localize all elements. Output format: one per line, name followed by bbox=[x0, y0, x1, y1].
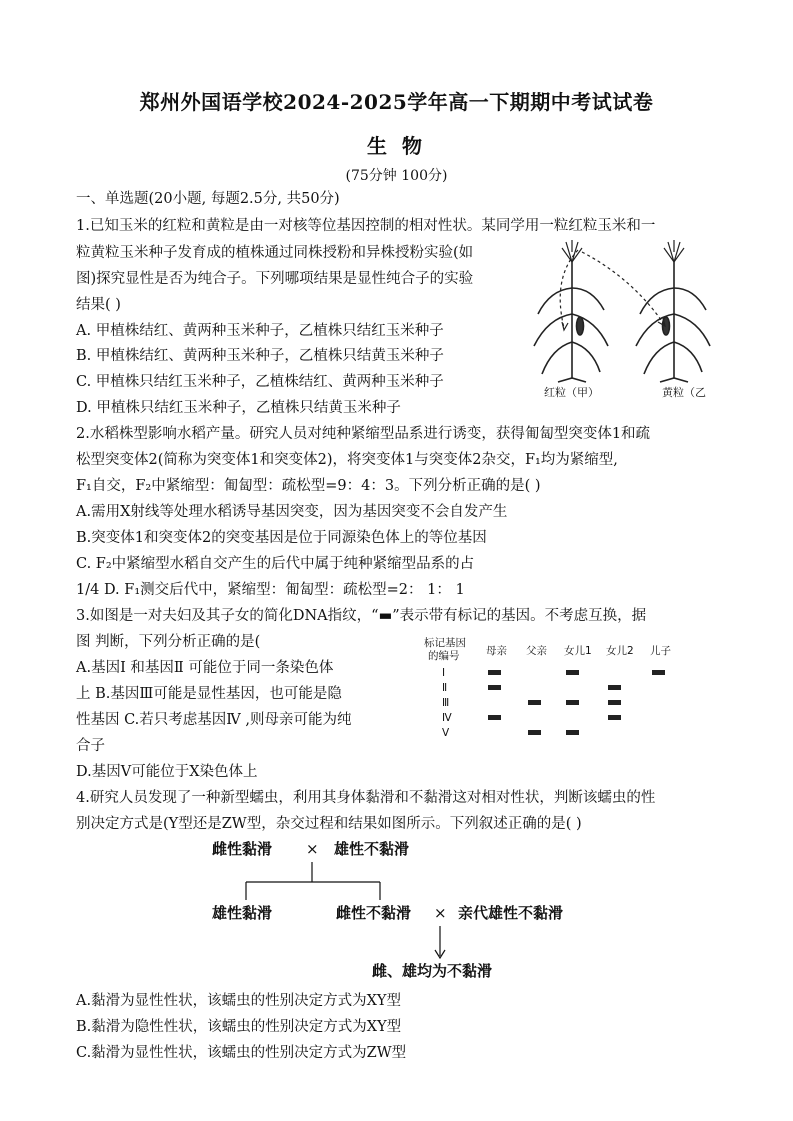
q3-option-d: D.基因V可能位于X染色体上 bbox=[76, 764, 258, 780]
q1-option-d: D. 甲植株只结红玉米种子，乙植株只结黄玉米种子 bbox=[76, 400, 401, 416]
corn-plants-figure bbox=[522, 238, 718, 400]
parent-female: 雌性黏滑 bbox=[212, 840, 273, 858]
cross-symbol-2: × bbox=[434, 904, 447, 922]
table-row-header: Ⅲ bbox=[442, 697, 450, 709]
figure-label-right: 黄粒（乙 bbox=[662, 386, 706, 399]
q2-option-cd: 1/4 D. F₁测交后代中，紧缩型：匍匐型：疏松型=2： 1： 1 bbox=[76, 582, 465, 598]
dna-fingerprint-table bbox=[416, 634, 706, 746]
plant-left-icon bbox=[534, 240, 608, 382]
q3-stem-line1: 3.如图是一对夫妇及其子女的简化DNA指纹，“▬”表示带有标记的基因。不考虑互换，据 bbox=[76, 608, 647, 624]
q4-stem-line2: 别决定方式是(Y型还是ZW型，杂交过程和结果如图所示。下列叙述正确的是( ) bbox=[76, 816, 582, 832]
figure-label-left: 红粒（甲） bbox=[544, 386, 599, 399]
cross-pollination-arrow bbox=[582, 252, 664, 324]
table-column-header: 儿子 bbox=[650, 645, 671, 657]
q1-stem-line4: 结果( ) bbox=[76, 297, 121, 313]
offspring-male: 雄性黏滑 bbox=[212, 904, 273, 922]
q1-option-a: A. 甲植株结红、黄两种玉米种子，乙植株只结红玉米种子 bbox=[76, 323, 444, 339]
q4-stem-line1: 4.研究人员发现了一种新型蠕虫，利用其身体黏滑和不黏滑这对相对性状，判断该蠕虫的性 bbox=[76, 790, 656, 806]
q4-option-a: A.黏滑为显性性状，该蠕虫的性别决定方式为XY型 bbox=[76, 993, 401, 1009]
dna-band bbox=[608, 715, 621, 720]
backcross-parent: 亲代雄性不黏滑 bbox=[458, 904, 564, 922]
q3-option-a-line: A.基因Ⅰ 和基因Ⅱ 可能位于同一条染色体 bbox=[76, 660, 334, 676]
q4-option-b: B.黏滑为隐性性状，该蠕虫的性别决定方式为XY型 bbox=[76, 1019, 402, 1035]
table-row-header: Ⅱ bbox=[442, 682, 448, 694]
cross-diagram bbox=[200, 834, 620, 984]
q2-option-a: A.需用X射线等处理水稻诱导基因突变，因为基因突变不会自发产生 bbox=[76, 504, 508, 520]
q2-option-c: C. F₂中紧缩型水稻自交产生的后代中属于纯种紧缩型品系的占 bbox=[76, 556, 475, 572]
q3-option-b-line: 上 B.基因Ⅲ可能是显性基因，也可能是隐 bbox=[76, 686, 342, 702]
table-column-header: 母亲 bbox=[486, 645, 507, 657]
table-corner-line1: 标记基因 bbox=[424, 637, 466, 649]
parent-male: 雄性不黏滑 bbox=[334, 840, 410, 858]
dna-band bbox=[488, 670, 501, 675]
exam-duration: (75分钟 100分) bbox=[345, 168, 448, 184]
dna-band bbox=[608, 685, 621, 690]
table-column-headers bbox=[486, 644, 671, 657]
dna-band bbox=[566, 730, 579, 735]
q1-option-b: B. 甲植株结红、黄两种玉米种子，乙植株只结黄玉米种子 bbox=[76, 348, 444, 364]
table-column-header: 父亲 bbox=[526, 645, 547, 657]
table-row-header: Ⅳ bbox=[442, 712, 452, 724]
dna-band bbox=[566, 700, 579, 705]
table-row-header: Ⅴ bbox=[442, 727, 450, 739]
dna-band bbox=[566, 670, 579, 675]
table-corner-line2: 的编号 bbox=[428, 650, 460, 662]
q1-option-c: C. 甲植株只结红玉米种子，乙植株结红、黄两种玉米种子 bbox=[76, 374, 444, 390]
dna-band bbox=[528, 700, 541, 705]
q1-stem-line1: 1.已知玉米的红粒和黄粒是由一对核等位基因控制的相对性状。某同学用一粒红粒玉米和一 bbox=[76, 218, 656, 234]
q3-option-c-line: 性基因 C.若只考虑基因Ⅳ ,则母亲可能为纯 bbox=[76, 712, 352, 728]
table-column-header: 女儿2 bbox=[606, 645, 634, 657]
q1-stem-line3: 图)探究显性是否为纯合子。下列哪项结果是显性纯合子的实验 bbox=[76, 271, 474, 287]
q3-option-c-cont: 合子 bbox=[76, 738, 105, 754]
q2-stem-line3: F₁自交，F₂中紧缩型：匍匐型：疏松型=9：4：3。下列分析正确的是( ) bbox=[76, 478, 541, 494]
table-bands bbox=[488, 670, 665, 735]
subject-title: 生 物 bbox=[367, 134, 426, 158]
q2-option-b: B.突变体1和突变体2的突变基因是位于同源染色体上的等位基因 bbox=[76, 530, 487, 546]
dna-band bbox=[528, 730, 541, 735]
table-row-headers bbox=[442, 667, 452, 739]
cross-result: 雌、雄均为不黏滑 bbox=[372, 962, 493, 980]
q4-option-c: C.黏滑为显性性状，该蠕虫的性别决定方式为ZW型 bbox=[76, 1045, 407, 1061]
q1-stem-line2: 粒黄粒玉米种子发育成的植株通过同株授粉和异株授粉实验(如 bbox=[76, 245, 474, 261]
q3-stem-line2: 图 判断，下列分析正确的是( bbox=[76, 634, 261, 650]
exam-title: 郑州外国语学校2024-2025学年高一下期期中考试试卷 bbox=[139, 90, 654, 114]
offspring-female: 雌性不黏滑 bbox=[336, 904, 412, 922]
table-column-header: 女儿1 bbox=[564, 645, 592, 657]
dna-band bbox=[488, 715, 501, 720]
q2-stem-line2: 松型突变体2(简称为突变体1和突变体2)，将突变体1与突变体2杂交，F₁均为紧缩型, bbox=[76, 452, 618, 468]
dna-band bbox=[652, 670, 665, 675]
section-heading: 一、单选题(20小题, 每题2.5分, 共50分) bbox=[76, 191, 340, 207]
dna-band bbox=[608, 700, 621, 705]
cross-symbol-1: × bbox=[306, 840, 319, 858]
q2-stem-line1: 2.水稻株型影响水稻产量。研究人员对纯种紧缩型品系进行诱变，获得匍匐型突变体1和疏 bbox=[76, 426, 651, 442]
dna-band bbox=[488, 685, 501, 690]
table-row-header: Ⅰ bbox=[442, 667, 446, 679]
plant-right-icon bbox=[636, 240, 710, 382]
